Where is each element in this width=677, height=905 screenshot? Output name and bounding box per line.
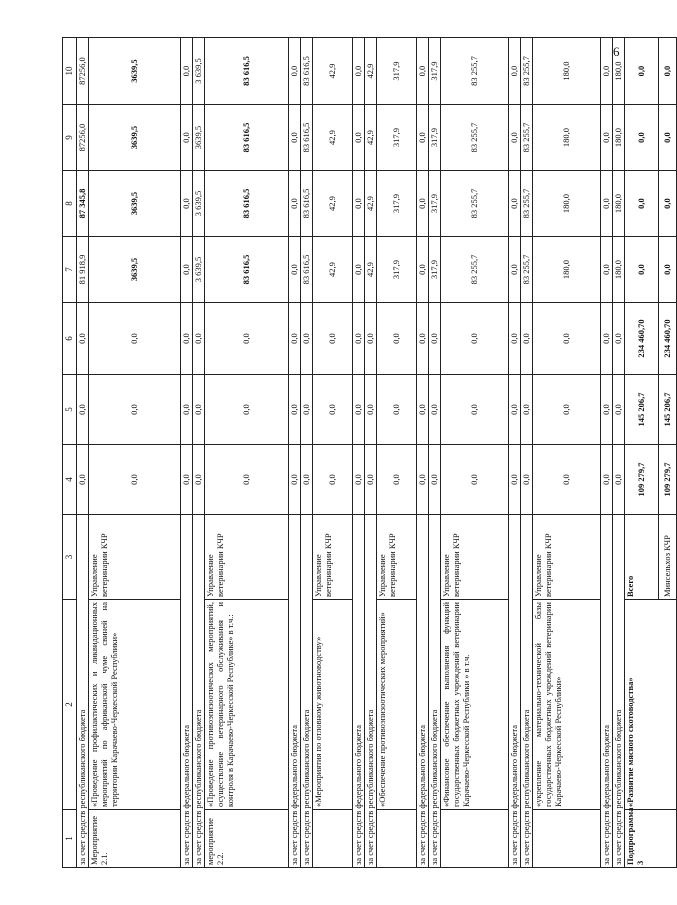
value-cell: 317,9 <box>429 38 441 105</box>
value-cell: 0,0 <box>193 445 205 515</box>
value-cell: 0,0 <box>509 445 521 515</box>
event-name: «Проведение противоэпизоотических мероприятий, осуществление ветеринарного обслуживания и контроля в Карачаево-Черкесской Республике» в т.ч.: <box>205 600 289 810</box>
value-cell: 3 639,5 <box>193 237 205 303</box>
value-cell: 0,0 <box>613 445 625 515</box>
value-cell: 0,0 <box>289 237 301 303</box>
value-cell: 0,0 <box>417 375 429 445</box>
value-cell: 0,0 <box>181 445 193 515</box>
value-cell: 81 918,9 <box>77 237 89 303</box>
value-cell: 0,0 <box>181 171 193 237</box>
source-label: за счет средств федерального бюджета <box>417 515 429 868</box>
value-cell: 0,0 <box>625 171 659 237</box>
source-label: за счет средств республиканского бюджета <box>429 515 441 868</box>
value-cell: 3 639,5 <box>193 38 205 105</box>
value-cell: 0,0 <box>601 171 613 237</box>
value-cell: 0,0 <box>601 237 613 303</box>
value-cell: 0,0 <box>613 303 625 375</box>
event-executor: Управление ветеринарии КЧР <box>89 515 181 600</box>
value-cell: 0,0 <box>181 38 193 105</box>
value-cell: 83 616,5 <box>301 38 313 105</box>
source-label: за счет средств республиканского бюджета <box>365 515 377 868</box>
header-cell: 6 <box>63 303 77 375</box>
value-cell: 317,9 <box>429 171 441 237</box>
program-executor: Минсельхоз КЧР <box>659 515 677 600</box>
value-cell: 0,0 <box>521 303 533 375</box>
source-row <box>365 38 377 868</box>
value-cell: 0,0 <box>313 445 353 515</box>
value-cell: 0,0 <box>205 375 289 445</box>
subevent-name: «укрепление материально-технической базы государственных бюджетных учреждений ветеринарии Карачаево-Черкесской Республики» <box>533 600 601 810</box>
value-cell: 0,0 <box>77 303 89 375</box>
source-row <box>601 38 613 868</box>
source-row <box>353 38 365 868</box>
value-cell: 0,0 <box>533 445 601 515</box>
value-cell: 0,0 <box>205 445 289 515</box>
value-cell: 0,0 <box>659 237 677 303</box>
value-cell: 0,0 <box>301 375 313 445</box>
value-cell: 0,0 <box>353 303 365 375</box>
value-cell: 42,9 <box>365 237 377 303</box>
value-cell: 42,9 <box>313 105 353 171</box>
program-code: Подпрограмма 3 <box>625 810 677 868</box>
value-cell: 0,0 <box>417 38 429 105</box>
value-cell: 0,0 <box>613 375 625 445</box>
value-cell: 0,0 <box>181 303 193 375</box>
header-cell: 5 <box>63 375 77 445</box>
source-row <box>77 38 89 868</box>
value-cell: 180,0 <box>533 105 601 171</box>
value-cell: 0,0 <box>301 303 313 375</box>
subevent-row <box>377 38 417 868</box>
value-cell: 83 255,7 <box>521 237 533 303</box>
header-cell: 2 <box>63 600 77 810</box>
value-cell: 83 616,5 <box>301 105 313 171</box>
value-cell: 234 460,70 <box>659 303 677 375</box>
source-row <box>417 38 429 868</box>
subevent-name: «Обеспечение противоэпизоотических мероприятий» <box>377 600 417 810</box>
value-cell: 0,0 <box>659 38 677 105</box>
empty-cell <box>441 810 509 868</box>
value-cell: 0,0 <box>417 445 429 515</box>
value-cell: 0,0 <box>193 375 205 445</box>
value-cell: 87256,0 <box>77 38 89 105</box>
header-cell: 1 <box>63 810 77 868</box>
subevent-executor: Управление ветеринарии КЧР <box>377 515 417 600</box>
value-cell: 0,0 <box>625 38 659 105</box>
program-total-row <box>625 38 659 868</box>
program-name: «Развитие мясного скотоводства» <box>625 600 677 810</box>
value-cell: 0,0 <box>417 105 429 171</box>
source-label: за счет средств республиканского бюджета <box>301 515 313 868</box>
empty-cell <box>377 810 417 868</box>
rotated-table-wrapper <box>62 38 672 868</box>
value-cell: 0,0 <box>89 375 181 445</box>
value-cell: 0,0 <box>181 105 193 171</box>
value-cell: 83 616,5 <box>301 171 313 237</box>
value-cell: 180,0 <box>533 38 601 105</box>
value-cell: 0,0 <box>417 303 429 375</box>
value-cell: 0,0 <box>181 237 193 303</box>
value-cell: 0,0 <box>377 303 417 375</box>
source-row <box>181 38 193 868</box>
source-row <box>301 38 313 868</box>
value-cell: 83 255,7 <box>521 38 533 105</box>
source-row <box>521 38 533 868</box>
value-cell: 180,0 <box>533 237 601 303</box>
value-cell: 0,0 <box>521 445 533 515</box>
empty-cell <box>313 810 353 868</box>
header-cell: 10 <box>63 38 77 105</box>
value-cell: 0,0 <box>353 375 365 445</box>
empty-cell <box>533 810 601 868</box>
value-cell: 0,0 <box>313 303 353 375</box>
value-cell: 0,0 <box>313 375 353 445</box>
value-cell: 0,0 <box>625 105 659 171</box>
value-cell: 83 255,7 <box>441 171 509 237</box>
value-cell: 0,0 <box>417 171 429 237</box>
event-code: Мероприятие 2.1. <box>89 810 181 868</box>
value-cell: 0,0 <box>509 375 521 445</box>
value-cell: 83 616,5 <box>205 105 289 171</box>
value-cell: 0,0 <box>377 375 417 445</box>
value-cell: 0,0 <box>521 375 533 445</box>
header-cell: 8 <box>63 171 77 237</box>
value-cell: 0,0 <box>533 375 601 445</box>
budget-table <box>62 37 677 868</box>
subevent-executor: Управление ветеринарии КЧР <box>533 515 601 600</box>
header-row <box>63 38 77 868</box>
value-cell: 42,9 <box>365 105 377 171</box>
value-cell: 42,9 <box>313 171 353 237</box>
source-label: за счет средств федерального бюджета <box>509 515 521 868</box>
value-cell: 83 616,5 <box>205 171 289 237</box>
value-cell: 0,0 <box>289 171 301 237</box>
source-label: за счет средств федерального бюджета <box>353 515 365 868</box>
value-cell: 0,0 <box>77 375 89 445</box>
program-total-label: Всего <box>625 515 659 600</box>
header-cell: 7 <box>63 237 77 303</box>
value-cell: 0,0 <box>625 237 659 303</box>
source-row <box>613 38 625 868</box>
value-cell: 0,0 <box>89 445 181 515</box>
page-number: 6 <box>613 44 620 59</box>
value-cell: 83 255,7 <box>441 38 509 105</box>
value-cell: 0,0 <box>289 38 301 105</box>
value-cell: 0,0 <box>289 105 301 171</box>
value-cell: 0,0 <box>289 303 301 375</box>
value-cell: 0,0 <box>353 171 365 237</box>
value-cell: 0,0 <box>659 171 677 237</box>
value-cell: 0,0 <box>601 303 613 375</box>
value-cell: 0,0 <box>509 171 521 237</box>
value-cell: 317,9 <box>377 105 417 171</box>
event-executor: Управление ветеринарии КЧР <box>205 515 289 600</box>
value-cell: 87256,0 <box>77 105 89 171</box>
value-cell: 3639,5 <box>89 105 181 171</box>
value-cell: 0,0 <box>441 303 509 375</box>
value-cell: 0,0 <box>77 445 89 515</box>
value-cell: 83 616,5 <box>205 38 289 105</box>
value-cell: 0,0 <box>353 38 365 105</box>
value-cell: 0,0 <box>509 303 521 375</box>
value-cell: 109 279,7 <box>625 445 659 515</box>
value-cell: 3639,5 <box>89 171 181 237</box>
value-cell: 180,0 <box>613 237 625 303</box>
value-cell: 0,0 <box>353 237 365 303</box>
value-cell: 0,0 <box>365 375 377 445</box>
event-row <box>205 38 289 868</box>
value-cell: 0,0 <box>377 445 417 515</box>
subevent-executor: Управление ветеринарии КЧР <box>313 515 353 600</box>
source-label: за счет средств республиканского бюджета <box>77 515 89 868</box>
value-cell: 0,0 <box>509 105 521 171</box>
value-cell: 317,9 <box>377 171 417 237</box>
value-cell: 0,0 <box>205 303 289 375</box>
subevent-row <box>313 38 353 868</box>
header-cell: 9 <box>63 105 77 171</box>
value-cell: 0,0 <box>601 105 613 171</box>
value-cell: 0,0 <box>353 445 365 515</box>
value-cell: 0,0 <box>533 303 601 375</box>
value-cell: 145 206,7 <box>659 375 677 445</box>
value-cell: 83 255,7 <box>521 105 533 171</box>
value-cell: 0,0 <box>365 303 377 375</box>
value-cell: 0,0 <box>353 105 365 171</box>
value-cell: 87 345,8 <box>77 171 89 237</box>
source-row <box>193 38 205 868</box>
value-cell: 83 616,5 <box>301 237 313 303</box>
value-cell: 3639,5 <box>89 38 181 105</box>
source-label: за счет средств федерального бюджета <box>289 515 301 868</box>
subevent-executor: Управление ветеринарии КЧР <box>441 515 509 600</box>
value-cell: 83 255,7 <box>441 105 509 171</box>
value-cell: 42,9 <box>365 38 377 105</box>
value-cell: 180,0 <box>613 38 625 105</box>
value-cell: 0,0 <box>659 105 677 171</box>
value-cell: 0,0 <box>193 303 205 375</box>
source-label: за счет средств федерального бюджета <box>601 515 613 868</box>
source-label: за счет средств республиканского бюджета <box>193 515 205 868</box>
value-cell: 0,0 <box>601 375 613 445</box>
subevent-name: «Финансовое обеспечение выполнения функций государственных бюджетных учреждений ветеринарии Карачаево-Черкесской Республики » в т.ч. <box>441 600 509 810</box>
event-name: «Проведение профилактических и ликвидационных мероприятий по африканской чуме свиней на территории Карачаево-Черкесской Республики» <box>89 600 181 810</box>
value-cell: 0,0 <box>429 303 441 375</box>
value-cell: 109 279,7 <box>659 445 677 515</box>
value-cell: 0,0 <box>429 375 441 445</box>
value-cell: 83 255,7 <box>441 237 509 303</box>
value-cell: 0,0 <box>289 445 301 515</box>
source-row <box>509 38 521 868</box>
value-cell: 317,9 <box>429 105 441 171</box>
value-cell: 0,0 <box>601 445 613 515</box>
value-cell: 0,0 <box>89 303 181 375</box>
subevent-row <box>441 38 509 868</box>
value-cell: 317,9 <box>377 38 417 105</box>
event-row <box>89 38 181 868</box>
value-cell: 0,0 <box>301 445 313 515</box>
table-body <box>63 38 677 868</box>
subevent-name: «Мероприятия по отловному животноводству» <box>313 600 353 810</box>
value-cell: 3639,5 <box>193 105 205 171</box>
source-row <box>289 38 301 868</box>
value-cell: 317,9 <box>377 237 417 303</box>
event-code: мероприятие 2.2. <box>205 810 289 868</box>
value-cell: 42,9 <box>313 237 353 303</box>
header-cell: 3 <box>63 515 77 600</box>
value-cell: 0,0 <box>441 445 509 515</box>
value-cell: 0,0 <box>509 237 521 303</box>
value-cell: 234 460,70 <box>625 303 659 375</box>
value-cell: 180,0 <box>533 171 601 237</box>
subevent-row <box>533 38 601 868</box>
source-label: за счет средств республиканского бюджета <box>613 515 625 868</box>
source-label: за счет средств республиканского бюджета <box>521 515 533 868</box>
header-cell: 4 <box>63 445 77 515</box>
value-cell: 83 255,7 <box>521 171 533 237</box>
value-cell: 0,0 <box>509 38 521 105</box>
value-cell: 3 639,5 <box>193 171 205 237</box>
value-cell: 0,0 <box>441 375 509 445</box>
value-cell: 0,0 <box>429 445 441 515</box>
value-cell: 42,9 <box>365 171 377 237</box>
value-cell: 3639,5 <box>89 237 181 303</box>
value-cell: 0,0 <box>417 237 429 303</box>
source-row <box>429 38 441 868</box>
value-cell: 0,0 <box>601 38 613 105</box>
value-cell: 145 206,7 <box>625 375 659 445</box>
value-cell: 180,0 <box>613 171 625 237</box>
source-label: за счет средств федерального бюджета <box>181 515 193 868</box>
value-cell: 83 616,5 <box>205 237 289 303</box>
value-cell: 0,0 <box>289 375 301 445</box>
value-cell: 180,0 <box>613 105 625 171</box>
value-cell: 42,9 <box>313 38 353 105</box>
value-cell: 317,9 <box>429 237 441 303</box>
value-cell: 0,0 <box>181 375 193 445</box>
value-cell: 0,0 <box>365 445 377 515</box>
